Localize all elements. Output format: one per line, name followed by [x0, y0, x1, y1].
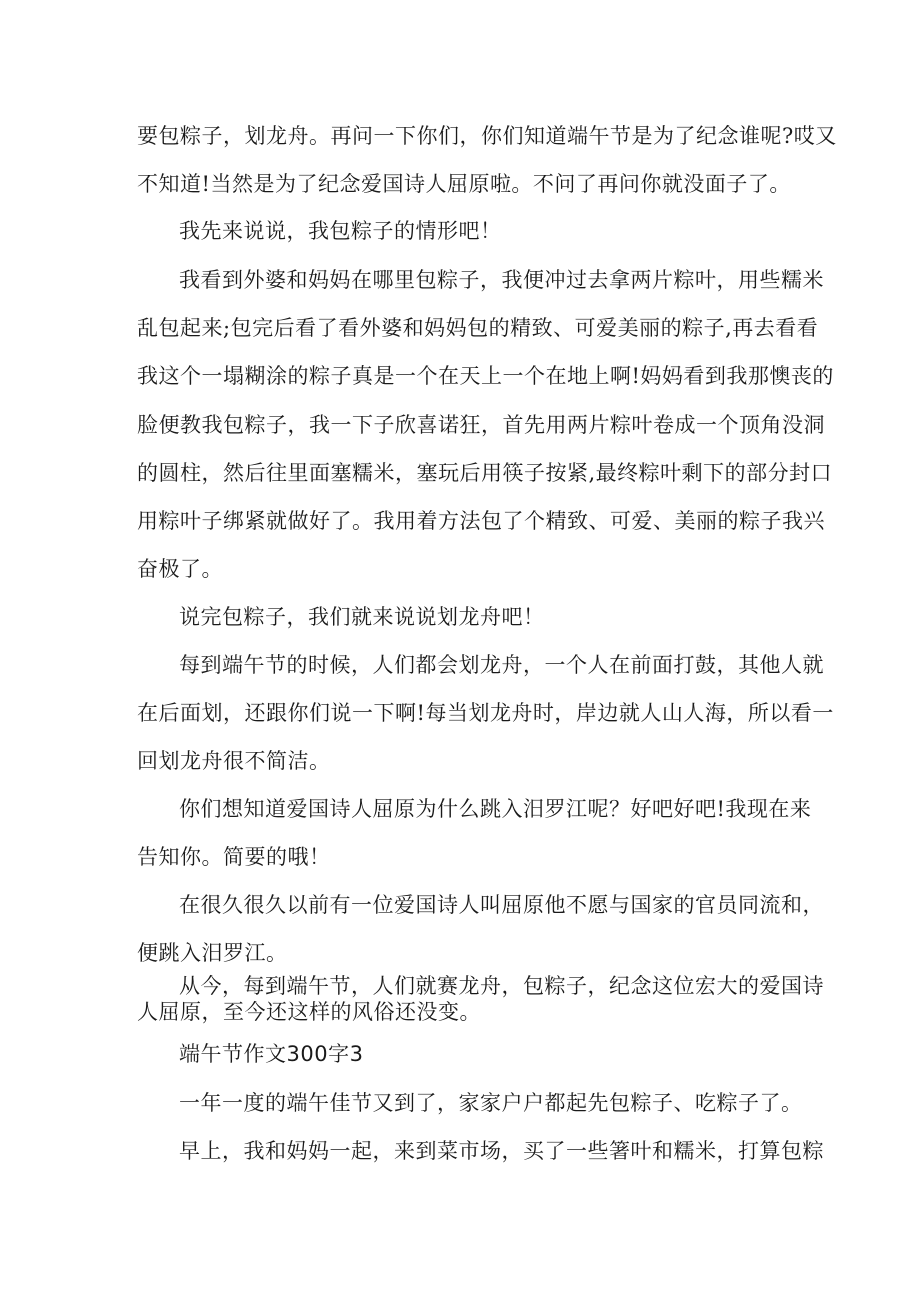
text-line: 我这个一塌糊涂的粽子真是一个在天上一个在地上啊!妈妈看到我那懊丧的: [137, 364, 834, 388]
text-line: 不知道!当然是为了纪念爱国诗人屈原啦。不问了再问你就没面子了。: [137, 172, 791, 196]
text-line: 一年一度的端午佳节又到了，家家户户都起先包粽子、吃粽子了。: [179, 1091, 803, 1115]
text-line: 说完包粽子，我们就来说说划龙舟吧！: [179, 605, 545, 629]
text-line: 在后面划，还跟你们说一下啊!每当划龙舟时，岸边就人山人海，所以看一: [137, 701, 834, 725]
text-line: 的圆柱，然后往里面塞糯米，塞玩后用筷子按紧,最终粽叶剩下的部分封口: [137, 461, 833, 485]
text-line: 从今，每到端午节，人们就赛龙舟，包粽子，纪念这位宏大的爱国诗: [179, 974, 824, 998]
section-heading: 端午节作文300字3: [179, 1042, 364, 1066]
text-line: 在很久很久以前有一位爱国诗人叫屈原他不愿与国家的官员同流和，: [179, 893, 824, 917]
text-line: 奋极了。: [137, 557, 223, 581]
text-line: 每到端午节的时候，人们都会划龙舟，一个人在前面打鼓，其他人就: [179, 653, 824, 677]
text-line: 告知你。简要的哦！: [137, 845, 331, 869]
text-line: 人屈原，至今还这样的风俗还没变。: [137, 1000, 481, 1024]
text-line: 我先来说说，我包粽子的情形吧！: [179, 219, 502, 243]
text-line: 我看到外婆和妈妈在哪里包粽子，我便冲过去拿两片粽叶，用些糯米: [179, 268, 824, 292]
text-line: 回划龙舟很不简洁。: [137, 749, 331, 773]
text-line: 乱包起来;包完后看了看外婆和妈妈包的精致、可爱美丽的粽子,再去看看: [137, 316, 819, 340]
text-line: 早上，我和妈妈一起，来到菜市场，买了一些箸叶和糯米，打算包粽: [179, 1139, 824, 1163]
text-line: 用粽叶子绑紧就做好了。我用着方法包了个精致、可爱、美丽的粽子我兴: [137, 509, 825, 533]
text-line: 脸便教我包粽子，我一下子欣喜诺狂，首先用两片粽叶卷成一个顶角没洞: [137, 413, 825, 437]
text-line: 你们想知道爱国诗人屈原为什么跳入汨罗江呢？好吧好吧!我现在来: [179, 797, 812, 821]
text-line: 便跳入汨罗江。: [137, 941, 288, 965]
text-line: 要包粽子，划龙舟。再问一下你们，你们知道端午节是为了纪念谁呢?哎又: [137, 124, 837, 148]
